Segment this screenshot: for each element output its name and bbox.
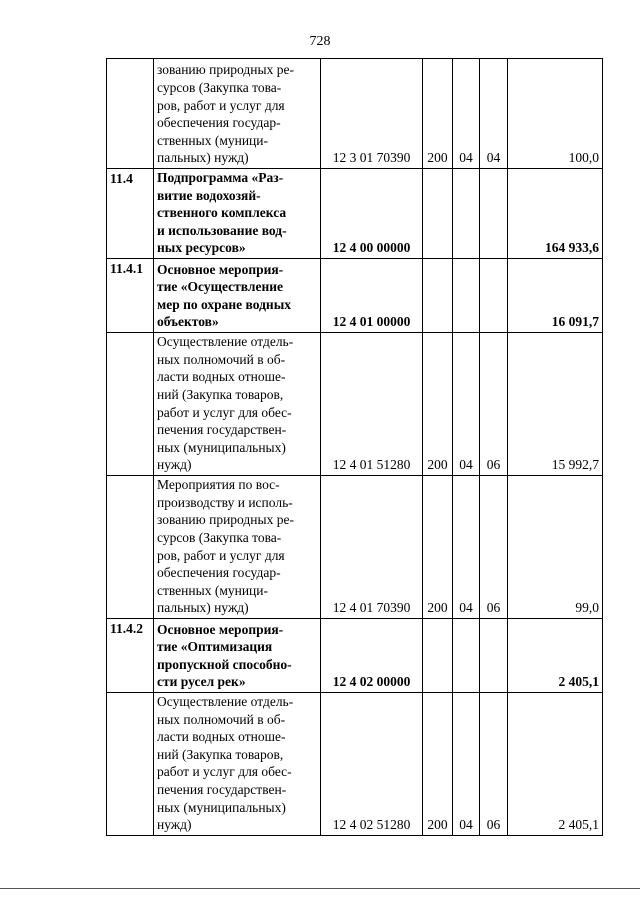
- row-number: [107, 332, 154, 475]
- row-name-line: печения государствен-: [157, 422, 287, 438]
- row-name-line: нужд): [157, 457, 192, 473]
- row-number: [107, 475, 154, 618]
- row-name-line: ных ресурсов»: [157, 240, 246, 256]
- row-name-line: тие «Осуществление: [157, 279, 283, 295]
- section-code: 04: [453, 692, 480, 835]
- table-row: [107, 258, 603, 332]
- row-name-line: пропускной способно-: [157, 656, 292, 672]
- footer-rule: [0, 888, 640, 889]
- row-name-line: Мероприятия по вос-: [157, 477, 280, 493]
- row-name-line: ственных (муници-: [157, 132, 269, 148]
- amount: 2 405,1: [508, 618, 603, 692]
- row-name-line: ров, работ и услуг для: [157, 97, 285, 113]
- row-name-line: ственного комплекса: [157, 205, 287, 221]
- subsection-code: 06: [480, 332, 508, 475]
- row-name-line: пальных) нужд): [157, 150, 249, 166]
- row-name-line: сурсов (Закупка това-: [157, 80, 282, 96]
- row-name: [154, 475, 321, 618]
- target-article-code: 12 4 02 00000: [321, 618, 423, 692]
- target-article-code: 12 4 02 51280: [321, 692, 423, 835]
- row-number: 11.4.2: [107, 618, 154, 692]
- table-row: [107, 475, 603, 618]
- row-name-line: ний (Закупка товаров,: [157, 387, 284, 402]
- table-row: [107, 332, 603, 475]
- row-name: [154, 59, 321, 169]
- row-name-line: Осуществление отдель-: [157, 693, 294, 709]
- subsection-code: 06: [480, 475, 508, 618]
- amount: 16 091,7: [508, 258, 603, 332]
- amount: 2 405,1: [508, 692, 603, 835]
- row-number: 11.4: [107, 169, 154, 259]
- section-code: [453, 169, 480, 259]
- row-name-line: работ и услуг для обес-: [157, 764, 292, 780]
- row-name-line: ных полномочий в об-: [157, 711, 286, 727]
- amount: 15 992,7: [508, 332, 603, 475]
- section-code: 04: [453, 475, 480, 618]
- table-row: [107, 59, 603, 169]
- row-name: [154, 692, 321, 835]
- row-name-line: объектов»: [157, 314, 219, 330]
- row-name: [154, 332, 321, 475]
- expense-type-code: [423, 618, 453, 692]
- row-name-line: ственных (муници-: [157, 582, 269, 598]
- section-code: 04: [453, 59, 480, 169]
- row-name-line: Основное мероприя-: [157, 621, 284, 637]
- row-name-line: витие водохозяй-: [157, 187, 261, 203]
- row-name-line: мер по охране водных: [157, 296, 291, 312]
- row-name-line: ров, работ и услуг для: [157, 547, 285, 563]
- row-name-line: печения государствен-: [157, 781, 287, 797]
- target-article-code: 12 3 01 70390: [321, 59, 423, 169]
- row-name-line: Подпрограмма «Раз-: [157, 170, 284, 185]
- subsection-code: [480, 618, 508, 692]
- expense-type-code: [423, 169, 453, 259]
- row-name: [154, 258, 321, 332]
- row-name: [154, 618, 321, 692]
- expense-type-code: [423, 258, 453, 332]
- row-name-line: ласти водных отноше-: [157, 369, 286, 385]
- page-number: 728: [309, 34, 331, 49]
- row-number: [107, 59, 154, 169]
- row-name-line: работ и услуг для обес-: [157, 404, 292, 420]
- section-code: [453, 618, 480, 692]
- row-name-line: Осуществление отдель-: [157, 334, 294, 350]
- target-article-code: 12 4 01 70390: [321, 475, 423, 618]
- row-name-line: ных полномочий в об-: [157, 351, 286, 367]
- row-name-line: и использование вод-: [157, 222, 287, 238]
- row-name-line: производству и исполь-: [157, 494, 293, 510]
- row-name-line: пальных) нужд): [157, 600, 249, 616]
- row-name-line: ласти водных отноше-: [157, 729, 286, 745]
- table-row: [107, 618, 603, 692]
- row-name-line: ных (муниципальных): [157, 799, 286, 815]
- expense-type-code: 200: [423, 59, 453, 169]
- target-article-code: 12 4 01 51280: [321, 332, 423, 475]
- row-name-line: сурсов (Закупка това-: [157, 530, 282, 545]
- subsection-code: [480, 258, 508, 332]
- row-name-line: Основное мероприя-: [157, 261, 284, 277]
- row-name-line: нужд): [157, 817, 192, 833]
- subsection-code: [480, 169, 508, 259]
- subsection-code: 06: [480, 692, 508, 835]
- row-name: [154, 169, 321, 259]
- amount: 164 933,6: [508, 169, 603, 259]
- table-row: [107, 169, 603, 259]
- row-name-line: ний (Закупка товаров,: [157, 746, 284, 762]
- section-code: [453, 258, 480, 332]
- row-name-line: обеспечения государ-: [157, 565, 281, 581]
- row-number: [107, 692, 154, 835]
- table-body: [107, 59, 603, 836]
- row-name-line: ных (муниципальных): [157, 439, 286, 455]
- amount: 100,0: [508, 59, 603, 169]
- table-row: [107, 692, 603, 835]
- amount: 99,0: [508, 475, 603, 618]
- row-name-line: тие «Оптимизация: [157, 639, 273, 655]
- expense-type-code: 200: [423, 475, 453, 618]
- budget-table: [106, 58, 603, 836]
- section-code: 04: [453, 332, 480, 475]
- target-article-code: 12 4 01 00000: [321, 258, 423, 332]
- row-name-line: сти русел рек»: [157, 674, 246, 690]
- row-number: 11.4.1: [107, 258, 154, 332]
- expense-type-code: 200: [423, 692, 453, 835]
- row-name-line: обеспечения государ-: [157, 115, 281, 131]
- target-article-code: 12 4 00 00000: [321, 169, 423, 259]
- subsection-code: 04: [480, 59, 508, 169]
- row-name-line: зованию природных ре-: [157, 512, 294, 528]
- row-name-line: зованию природных ре-: [157, 62, 294, 78]
- expense-type-code: 200: [423, 332, 453, 475]
